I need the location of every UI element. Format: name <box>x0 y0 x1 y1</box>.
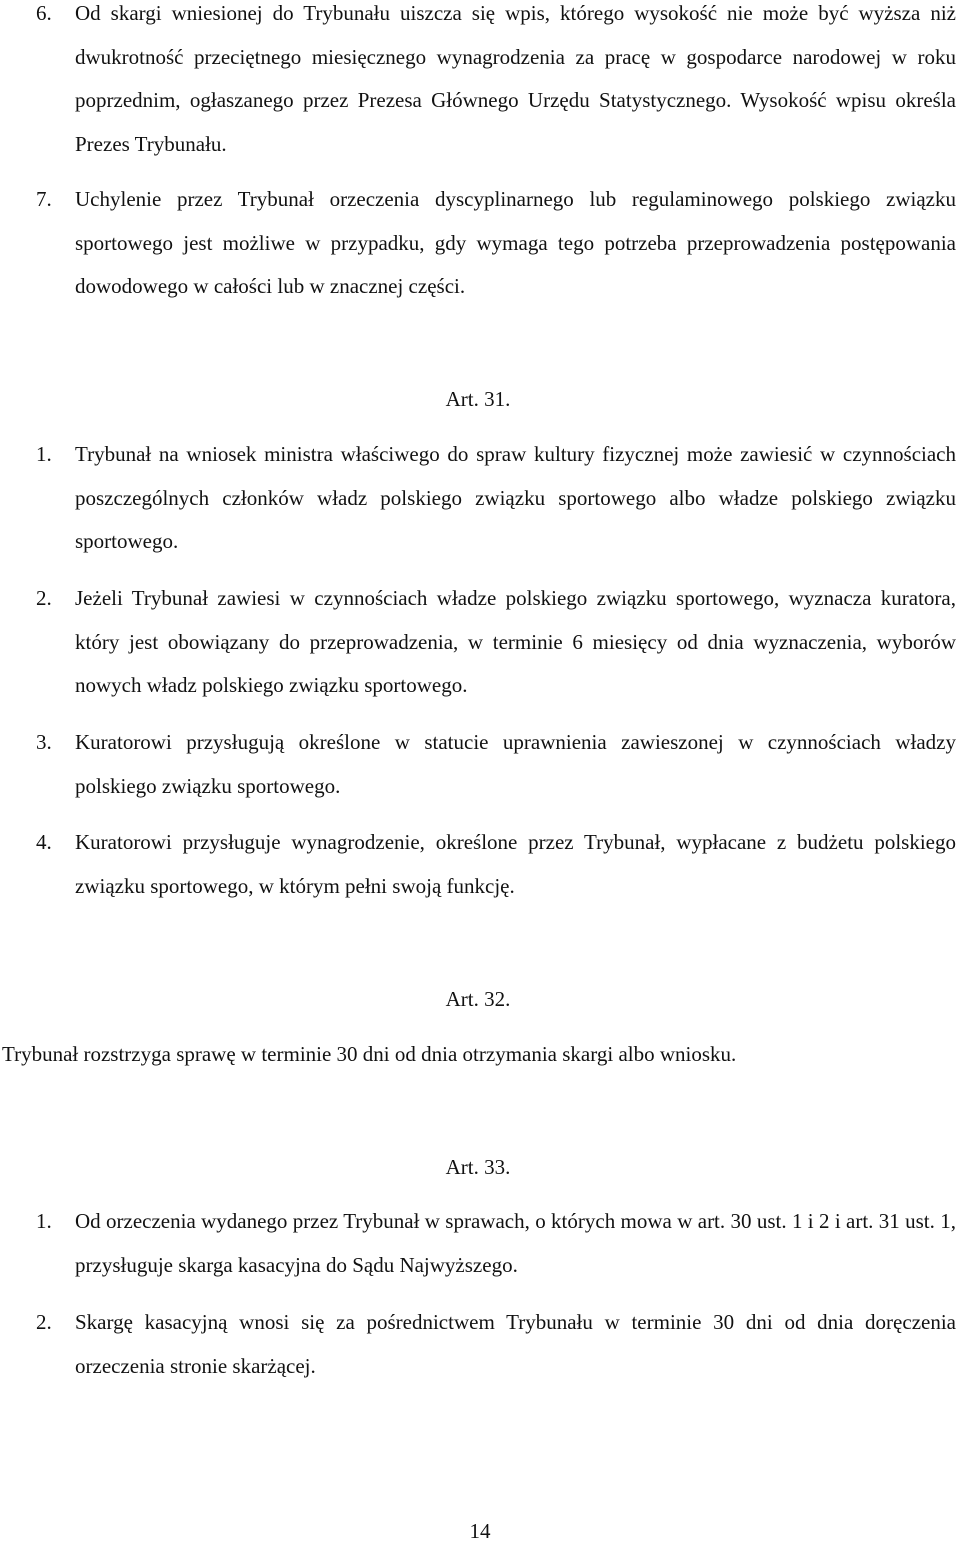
paragraph-text: Od skargi wniesionej do Trybunału uiszcza się wpis, którego wysokość nie może być wyższa niż dwukrotność przeciętnego miesięcznego wynagrodzenia za pracę w gospodarce narodowej w roku poprzednim, ogłaszanego przez Prezesa Głównego Urzędu Statystycznego. Wysokość wpisu określa Prezes Trybunału. <box>75 1 956 156</box>
art31-paragraph-3 <box>0 721 956 808</box>
paragraph-number: 2. <box>36 1310 52 1334</box>
art31-paragraph-1 <box>0 433 956 564</box>
paragraph-text: Skargę kasacyjną wnosi się za pośrednictwem Trybunału w terminie 30 dni od dnia doręczenia orzeczenia stronie skarżącej. <box>75 1310 956 1378</box>
paragraph-text: Od orzeczenia wydanego przez Trybunał w sprawach, o których mowa w art. 30 ust. 1 i 2 i art. 31 ust. 1, przysługuje skarga kasacyjna do Sądu Najwyższego. <box>75 1209 956 1277</box>
paragraph-text: Kuratorowi przysługują określone w statucie uprawnienia zawieszonej w czynnościach władzy polskiego związku sportowego. <box>75 730 956 798</box>
paragraph-6 <box>0 0 956 166</box>
paragraph-number: 2. <box>36 586 52 610</box>
art31-paragraph-2 <box>0 577 956 708</box>
paragraph-text: Trybunał na wniosek ministra właściwego do spraw kultury fizycznej może zawiesić w czynnościach poszczególnych członków władz polskiego związku sportowego albo władze polskiego związku sportowego. <box>75 442 956 553</box>
paragraph-number: 1. <box>36 442 52 466</box>
article-heading-33: Art. 33. <box>445 1155 511 1179</box>
article-heading-31: Art. 31. <box>445 387 511 411</box>
paragraph-number: 6. <box>36 1 52 25</box>
paragraph-text: Kuratorowi przysługuje wynagrodzenie, określone przez Trybunał, wypłacane z budżetu polskiego związku sportowego, w którym pełni swoją funkcję. <box>75 830 956 898</box>
paragraph-number: 1. <box>36 1209 52 1233</box>
art32-text: Trybunał rozstrzyga sprawę w terminie 30 dni od dnia otrzymania skargi albo wniosku. <box>2 1042 737 1066</box>
page-number: 14 <box>469 1519 491 1543</box>
paragraph-7 <box>0 178 956 309</box>
paragraph-number: 4. <box>36 830 52 854</box>
art33-paragraph-2 <box>0 1301 956 1388</box>
paragraph-number: 3. <box>36 730 52 754</box>
paragraph-text: Jeżeli Trybunał zawiesi w czynnościach władze polskiego związku sportowego, wyznacza kuratora, który jest obowiązany do przeprowadzenia, w terminie 6 miesięcy od dnia wyznaczenia, wyborów nowych władz polskiego związku sportowego. <box>75 586 956 697</box>
article-heading-32: Art. 32. <box>445 987 511 1011</box>
paragraph-text: Uchylenie przez Trybunał orzeczenia dyscyplinarnego lub regulaminowego polskiego związku sportowego jest możliwe w przypadku, gdy wymaga tego potrzeba przeprowadzenia postępowania dowodowego w całości lub w znacznej części. <box>75 187 956 298</box>
paragraph-number: 7. <box>36 187 52 211</box>
art33-paragraph-1 <box>0 1200 956 1287</box>
art31-paragraph-4 <box>0 821 956 908</box>
